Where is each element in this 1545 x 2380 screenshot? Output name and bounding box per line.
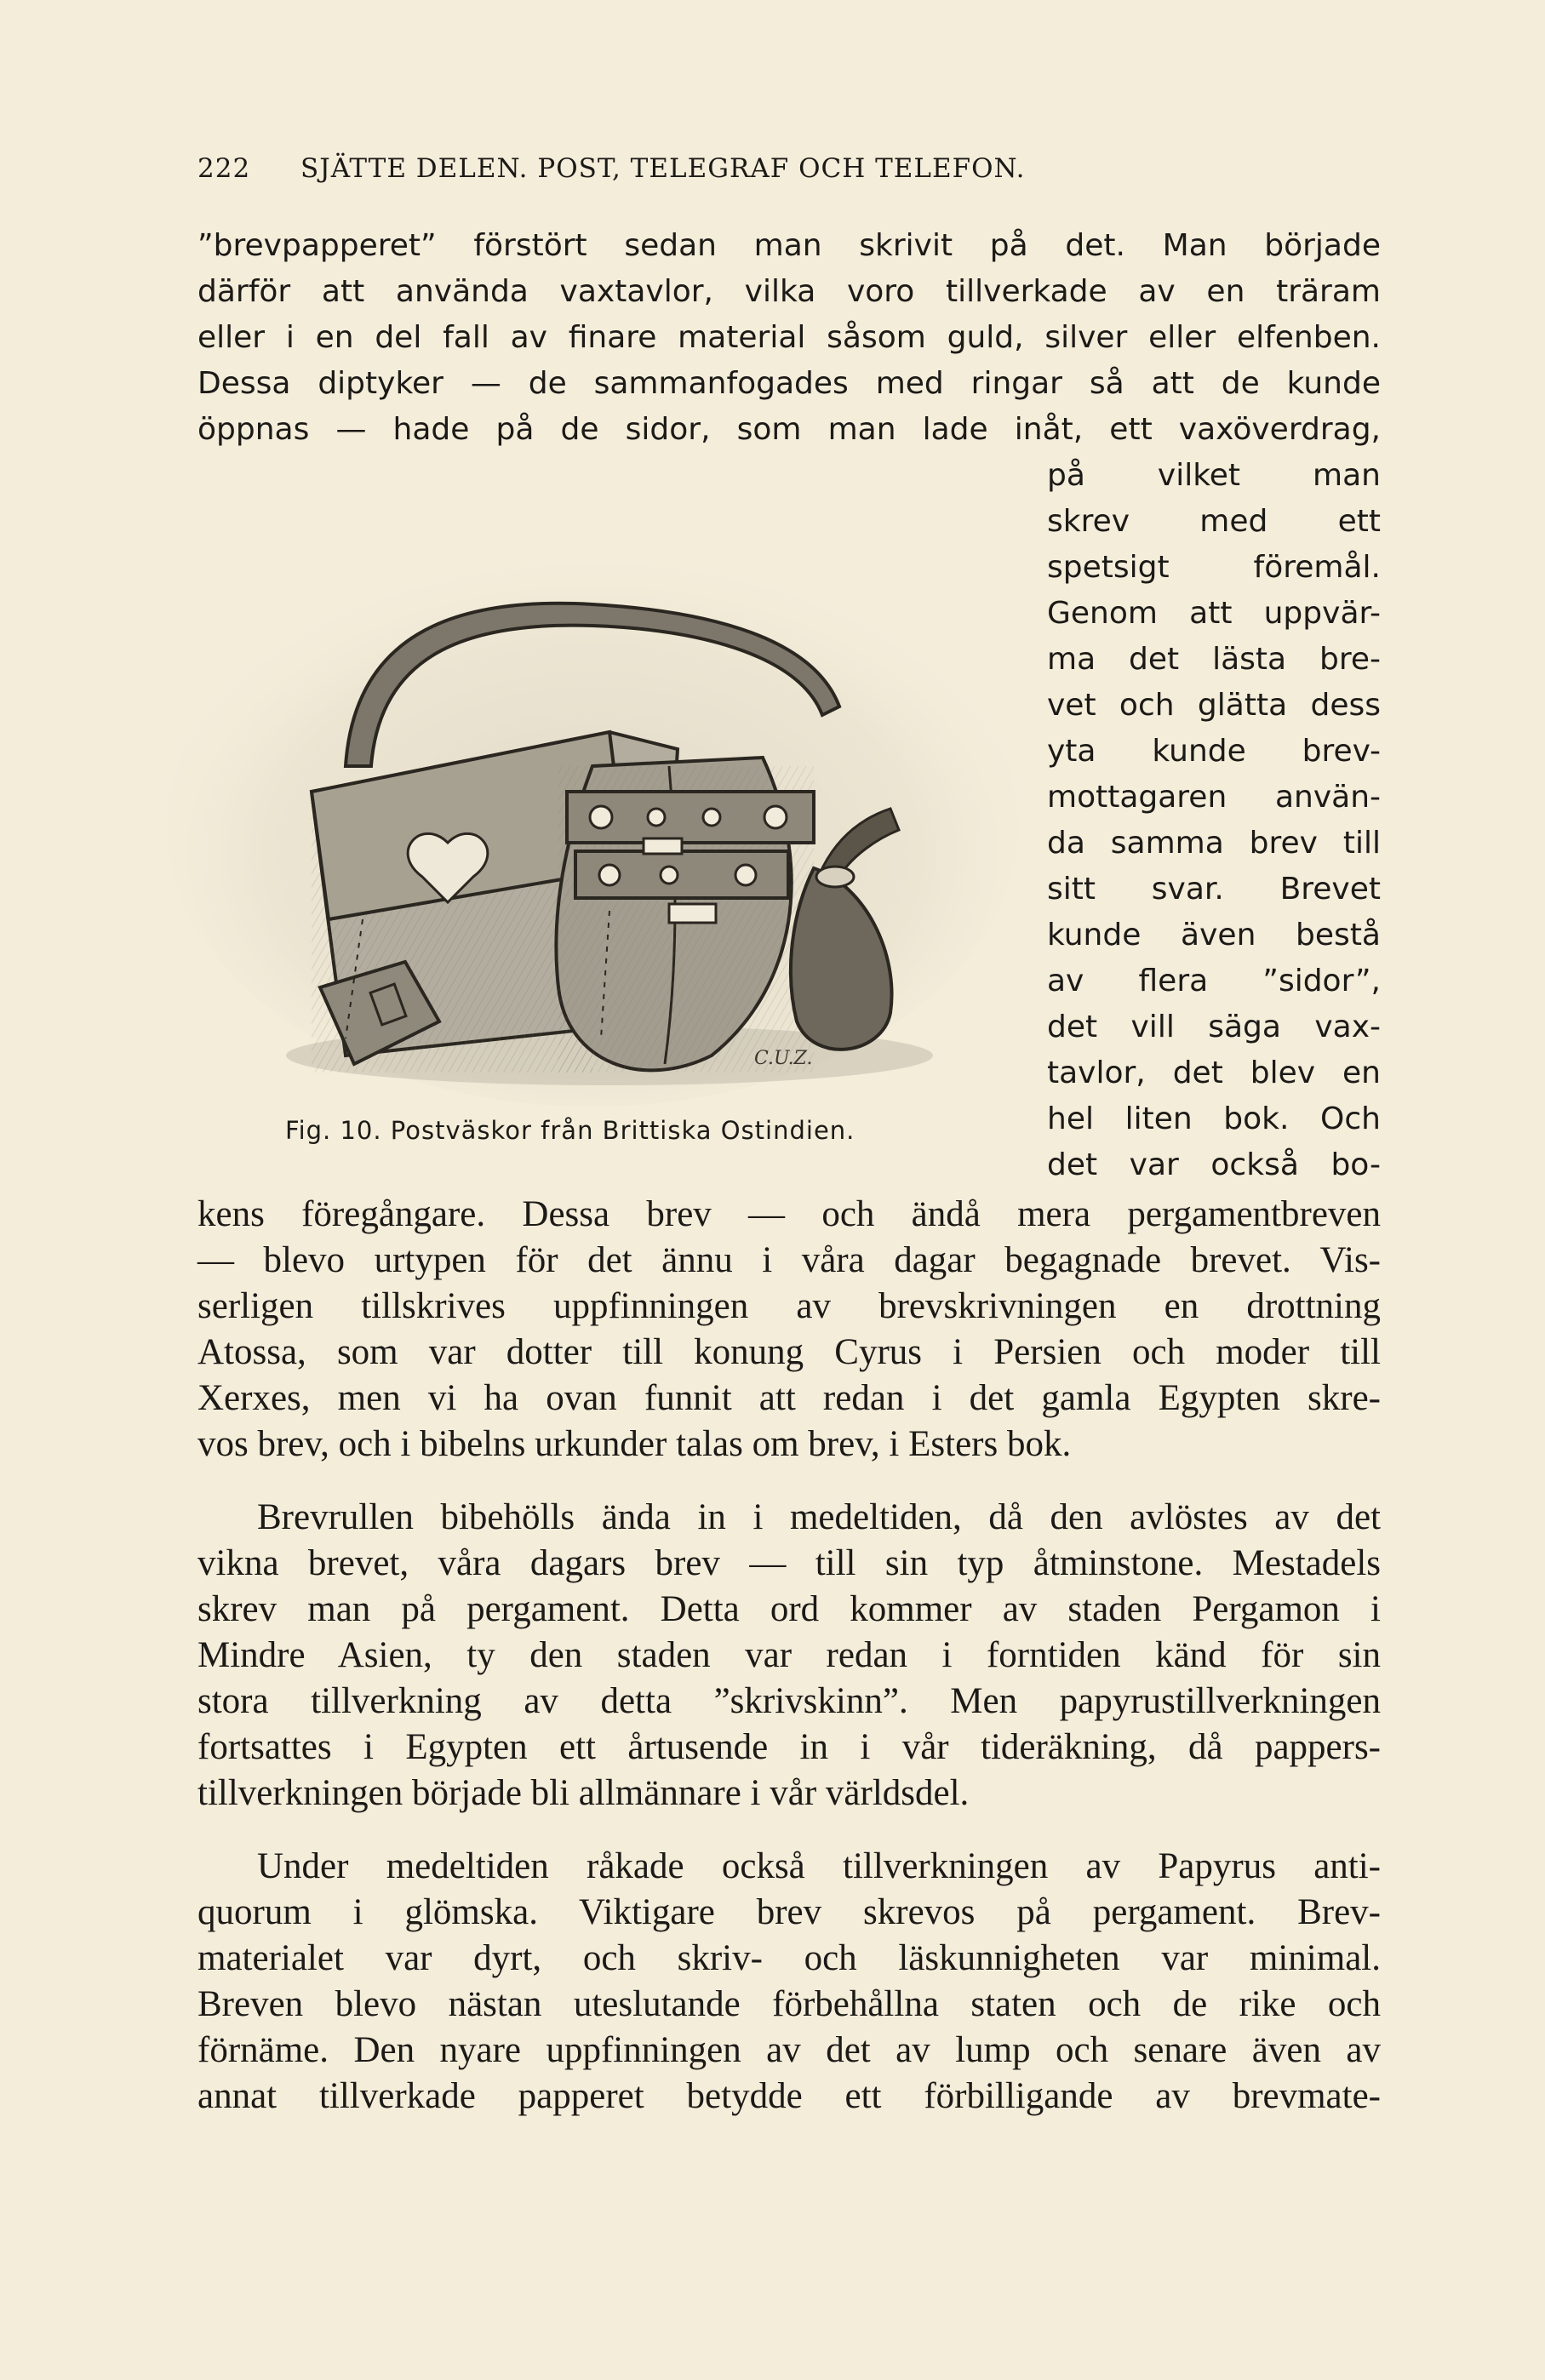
text-line: Mindre Asien, ty den staden var redan i forntiden känd för sin — [197, 1635, 1381, 1675]
running-title: SJÄTTE DELEN. POST, TELEGRAF OCH TELEFON. — [300, 153, 1026, 184]
text-line: ma det lästa bre- — [1047, 642, 1381, 677]
postbags-illustration — [167, 511, 1022, 1107]
text-line: kens föregångare. Dessa brev — och ändå mera pergamentbreven — [197, 1194, 1381, 1234]
text-line: Dessa diptyker — de sammanfogades med ringar så att de kunde — [197, 366, 1381, 401]
artist-signature: C.U.Z. — [754, 1048, 813, 1069]
text-line: eller i en del fall av finare material såsom guld, silver eller elfenben. — [197, 320, 1381, 355]
text-line: öppnas — hade på de sidor, som man lade inåt, ett vaxöverdrag, — [197, 412, 1381, 447]
text-line: på vilket man — [1047, 458, 1381, 493]
text-line: tavlor, det blev en — [1047, 1056, 1381, 1090]
text-line: skrev med ett — [1047, 504, 1381, 539]
text-line: det var också bo- — [1047, 1147, 1381, 1182]
text-line: av flera ”sidor”, — [1047, 964, 1381, 998]
page-number: 222 — [197, 153, 251, 184]
text-line: yta kunde brev- — [1047, 734, 1381, 769]
text-line: spetsigt föremål. — [1047, 550, 1381, 585]
text-line: fortsattes i Egypten ett årtusende in i vår tideräkning, då pappers- — [197, 1727, 1381, 1767]
figure-caption: Fig. 10. Postväskor från Brittiska Ostindien. — [285, 1116, 855, 1145]
text-line: vos brev, och i bibelns urkunder talas om brev, i Esters bok. — [197, 1424, 1072, 1464]
text-line: ”brevpapperet” förstört sedan man skrivit på det. Man började — [197, 228, 1381, 263]
text-line: Atossa, som var dotter till konung Cyrus i Persien och moder till — [197, 1332, 1381, 1372]
text-line: — blevo urtypen för det ännu i våra dagar begagnade brevet. Vis- — [197, 1240, 1381, 1280]
figure-illustration — [167, 511, 1022, 1107]
text-line: tillverkningen började bli allmännare i vår världsdel. — [197, 1773, 970, 1813]
text-line: materialet var dyrt, och skriv- och läskunnigheten var minimal. — [197, 1938, 1381, 1978]
text-line: hel liten bok. Och — [1047, 1101, 1381, 1136]
text-line: därför att använda vaxtavlor, vilka voro tillverkade av en träram — [197, 274, 1381, 309]
page-header — [197, 153, 1026, 184]
text-line: Genom att uppvär- — [1047, 596, 1381, 631]
text-line: serligen tillskrives uppfinningen av brevskrivningen en drottning — [197, 1286, 1381, 1326]
text-line: vet och glätta dess — [1047, 688, 1381, 723]
text-line: annat tillverkade papperet betydde ett förbilligande av brevmate- — [197, 2076, 1381, 2116]
text-line: vikna brevet, våra dagars brev — till sin typ åtminstone. Mestadels — [197, 1543, 1381, 1583]
text-line: sitt svar. Brevet — [1047, 872, 1381, 907]
text-line: Under medeltiden råkade också tillverkningen av Papyrus anti- — [257, 1846, 1381, 1886]
text-line: da samma brev till — [1047, 826, 1381, 861]
text-line: det vill säga vax- — [1047, 1010, 1381, 1044]
text-line: quorum i glömska. Viktigare brev skrevos på pergament. Brev- — [197, 1892, 1381, 1932]
text-line: Breven blevo nästan uteslutande förbehållna staten och de rike och — [197, 1984, 1381, 2024]
text-line: förnäme. Den nyare uppfinningen av det av lump och senare även av — [197, 2030, 1381, 2070]
text-line: stora tillverkning av detta ”skrivskinn”. Men papyrustillverkningen — [197, 1681, 1381, 1721]
text-line: kunde även bestå — [1047, 918, 1381, 953]
text-line: Brevrullen bibehölls ända in i medeltiden, då den avlöstes av det — [257, 1497, 1381, 1537]
text-line: Xerxes, men vi ha ovan funnit att redan i det gamla Egypten skre- — [197, 1378, 1381, 1418]
text-line: skrev man på pergament. Detta ord kommer av staden Pergamon i — [197, 1589, 1381, 1629]
text-line: mottagaren använ- — [1047, 780, 1381, 815]
